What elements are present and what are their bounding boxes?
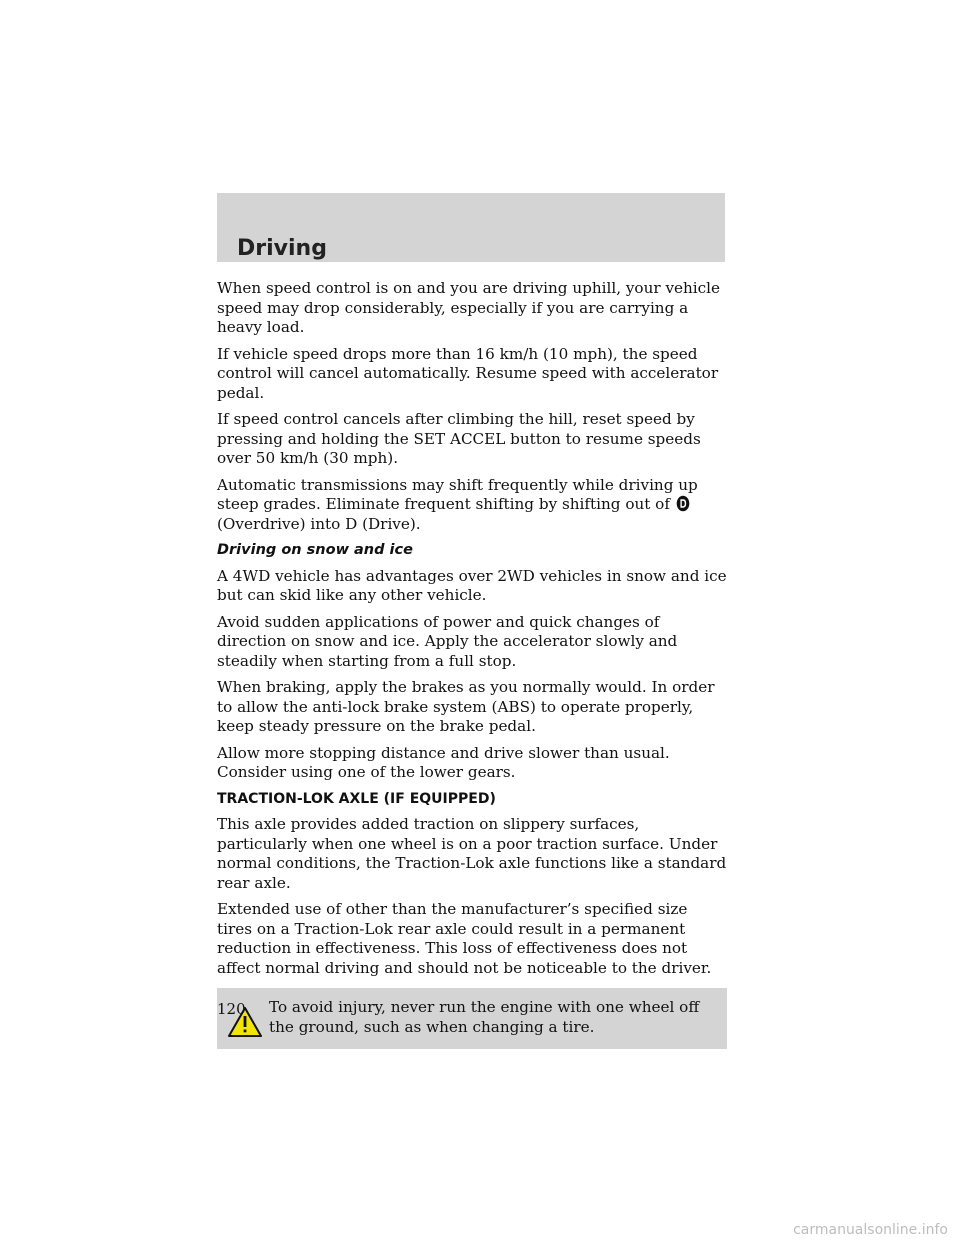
warning-text: To avoid injury, never run the engine with one wheel off the ground, such as when changing a tire. xyxy=(269,998,700,1036)
overdrive-text-after: (Overdrive) into D (Drive). xyxy=(217,514,421,533)
paragraph: When braking, apply the brakes as you normally would. In order to allow the anti-lock brake system (ABS) to operate properly, keep steady pressure on the brake pedal. xyxy=(217,678,715,735)
snow-ice-heading: Driving on snow and ice xyxy=(217,542,413,558)
traction-lok-heading: TRACTION-LOK AXLE (IF EQUIPPED) xyxy=(217,790,496,807)
page-number: 120 xyxy=(217,1000,246,1018)
paragraph: When speed control is on and you are driving uphill, your vehicle speed may drop considerably, especially if you are carrying a heavy load. xyxy=(217,279,721,336)
paragraph: Allow more stopping distance and drive slower than usual. Consider using one of the lower gears. xyxy=(217,743,670,781)
paragraph: Extended use of other than the manufacturer’s specified size tires on a Traction-Lok rear axle could result in a permanent reduction in effectiveness. This loss of effectiveness does not affect normal driving and should not be noticeable to the driver. xyxy=(217,900,712,977)
paragraph: If vehicle speed drops more than 16 km/h (10 mph), the speed control will cancel automatically. Resume speed with accelerator pedal. xyxy=(217,344,719,402)
paragraph: Avoid sudden applications of power and quick changes of direction on snow and ice. Apply the accelerator slowly and steadily when starting from a full stop. xyxy=(217,612,678,670)
overdrive-text-before: Automatic transmissions may shift frequently while driving up steep grades. Eliminate frequent shifting by shifting out of xyxy=(217,475,698,513)
overdrive-icon xyxy=(676,495,690,512)
paragraph: This axle provides added traction on slippery surfaces, particularly when one wheel is on a poor traction surface. Under normal conditions, the Traction-Lok axle functions like a standard rear axle. xyxy=(217,815,727,892)
page-content xyxy=(217,279,727,1049)
section-title: Driving xyxy=(237,236,327,261)
warning-box xyxy=(217,988,727,1049)
paragraph: If speed control cancels after climbing the hill, reset speed by pressing and holding the SET ACCEL button to resume speeds over 50 km/h (30 mph). xyxy=(217,410,701,467)
overdrive-paragraph xyxy=(217,476,727,535)
watermark: carmanualsonline.info xyxy=(793,1222,948,1238)
paragraph: A 4WD vehicle has advantages over 2WD vehicles in snow and ice but can skid like any other vehicle. xyxy=(217,566,727,604)
